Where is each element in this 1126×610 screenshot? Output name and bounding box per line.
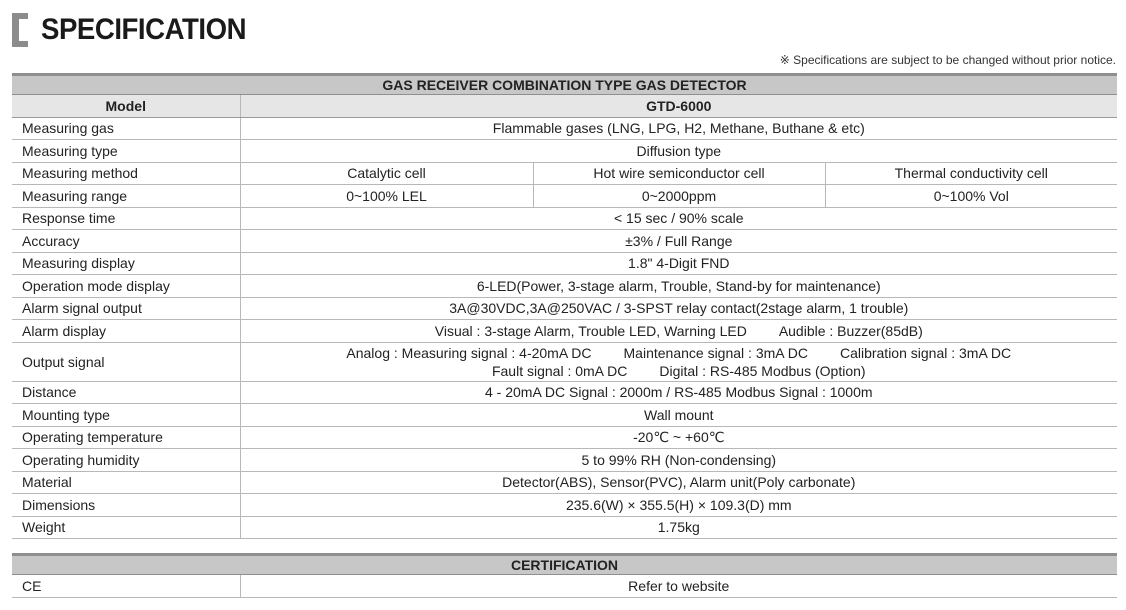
row-value: Hot wire semiconductor cell (533, 162, 825, 185)
row-label: CE (12, 575, 240, 598)
table-row (12, 449, 1117, 472)
row-label: Measuring type (12, 140, 240, 163)
spec-heading-row (12, 75, 1117, 95)
row-label: Mounting type (12, 404, 240, 427)
model-value: GTD-6000 (240, 95, 1117, 118)
table-row (12, 471, 1117, 494)
table-row (12, 320, 1117, 343)
row-value: Flammable gases (LNG, LPG, H2, Methane, Buthane & etc) (240, 117, 1117, 140)
row-label: Operating temperature (12, 426, 240, 449)
output-fault: Fault signal : 0mA DC (491, 362, 628, 379)
row-value: 4 - 20mA DC Signal : 2000m / RS-485 Modbus Signal : 1000m (240, 381, 1117, 404)
row-value: ±3% / Full Range (240, 230, 1117, 253)
table-row (12, 342, 1117, 381)
table-row (12, 426, 1117, 449)
bracket-icon (12, 13, 28, 47)
row-label: Distance (12, 381, 240, 404)
table-row (12, 297, 1117, 320)
table-row (12, 185, 1117, 208)
row-value (240, 342, 1117, 381)
row-label: Measuring method (12, 162, 240, 185)
spec-heading: GAS RECEIVER COMBINATION TYPE GAS DETECTOR (12, 75, 1117, 95)
row-value: 1.75kg (240, 516, 1117, 539)
row-label: Weight (12, 516, 240, 539)
row-value: Wall mount (240, 404, 1117, 427)
row-value (240, 320, 1117, 343)
table-row (12, 230, 1117, 253)
model-row (12, 95, 1117, 118)
row-value: Refer to website (240, 575, 1117, 598)
table-row (12, 140, 1117, 163)
row-label: Operating humidity (12, 449, 240, 472)
notice-text: ※ Specifications are subject to be changed without prior notice. (779, 53, 1116, 67)
table-row (12, 404, 1117, 427)
model-label: Model (12, 95, 240, 118)
row-label: Dimensions (12, 494, 240, 517)
row-value: 0~100% LEL (240, 185, 533, 208)
row-value: 6-LED(Power, 3-stage alarm, Trouble, Stand-by for maintenance) (240, 275, 1117, 298)
row-value: Detector(ABS), Sensor(PVC), Alarm unit(Poly carbonate) (240, 471, 1117, 494)
page-header (12, 10, 264, 50)
row-value: 3A@30VDC,3A@250VAC / 3-SPST relay contact(2stage alarm, 1 trouble) (240, 297, 1117, 320)
table-row (12, 494, 1117, 517)
output-maintenance: Maintenance signal : 3mA DC (623, 344, 808, 361)
row-value: < 15 sec / 90% scale (240, 207, 1117, 230)
certification-heading-row (12, 555, 1117, 575)
alarm-audible: Audible : Buzzer(85dB) (778, 322, 923, 339)
row-label: Accuracy (12, 230, 240, 253)
row-label: Operation mode display (12, 275, 240, 298)
row-label: Output signal (12, 342, 240, 381)
row-value: Thermal conductivity cell (825, 162, 1117, 185)
row-value: 5 to 99% RH (Non-condensing) (240, 449, 1117, 472)
row-label: Measuring range (12, 185, 240, 208)
alarm-visual: Visual : 3-stage Alarm, Trouble LED, Warning LED (434, 322, 747, 339)
output-calibration: Calibration signal : 3mA DC (839, 344, 1012, 361)
table-row (12, 516, 1117, 539)
table-row (12, 117, 1117, 140)
certification-table (12, 553, 1117, 598)
row-value: -20℃ ~ +60℃ (240, 426, 1117, 449)
table-row (12, 162, 1117, 185)
row-label: Alarm signal output (12, 297, 240, 320)
spec-table (12, 73, 1117, 539)
table-row (12, 207, 1117, 230)
row-label: Response time (12, 207, 240, 230)
output-digital: Digital : RS-485 Modbus (Option) (659, 362, 866, 379)
row-label: Measuring gas (12, 117, 240, 140)
table-row (12, 275, 1117, 298)
output-analog: Analog : Measuring signal : 4-20mA DC (346, 344, 592, 361)
row-value: Catalytic cell (240, 162, 533, 185)
page-title: SPECIFICATION (41, 13, 247, 46)
row-value: Diffusion type (240, 140, 1117, 163)
table-row (12, 381, 1117, 404)
row-value: 1.8" 4-Digit FND (240, 252, 1117, 275)
certification-heading: CERTIFICATION (12, 555, 1117, 575)
row-value: 0~100% Vol (825, 185, 1117, 208)
row-value: 235.6(W) × 355.5(H) × 109.3(D) mm (240, 494, 1117, 517)
row-label: Material (12, 471, 240, 494)
row-label: Measuring display (12, 252, 240, 275)
table-row (12, 252, 1117, 275)
row-label: Alarm display (12, 320, 240, 343)
row-value: 0~2000ppm (533, 185, 825, 208)
table-row (12, 575, 1117, 598)
